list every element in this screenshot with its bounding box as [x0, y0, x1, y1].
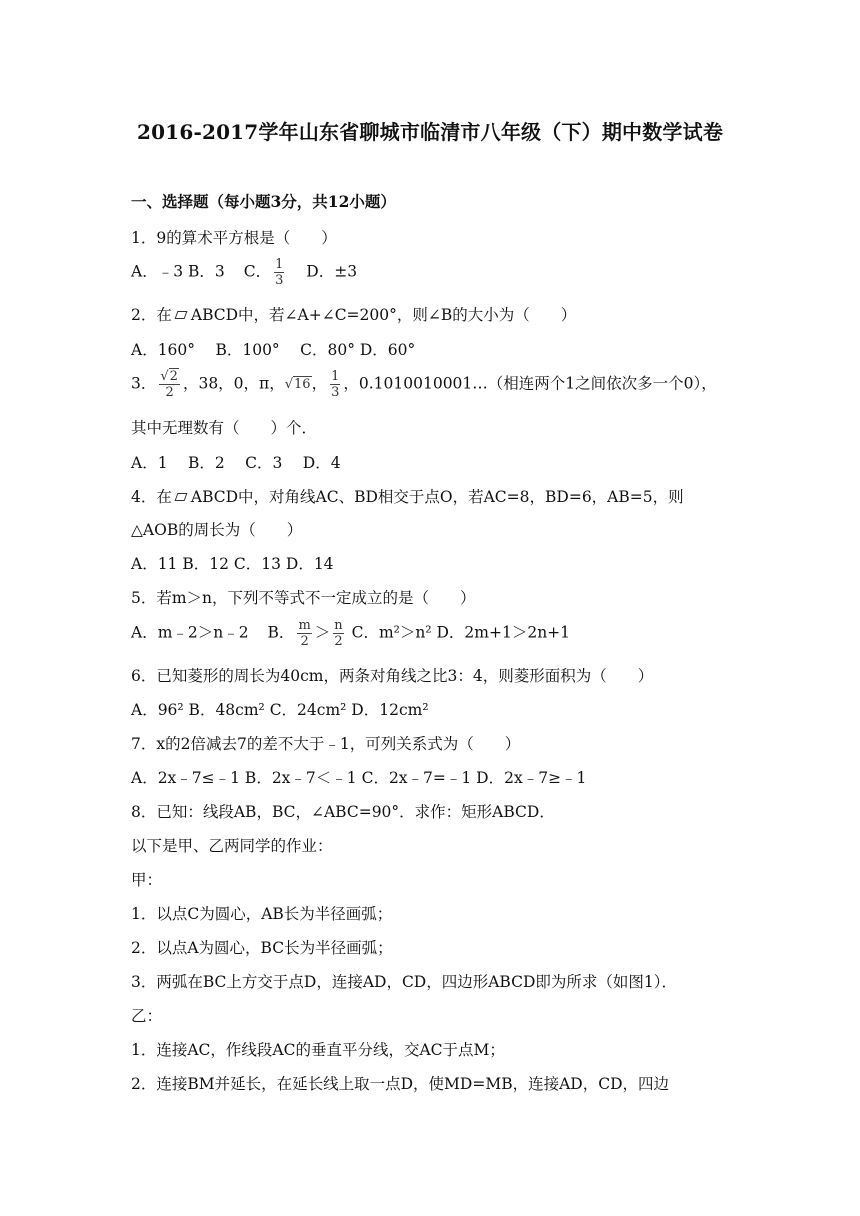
question-8-line: 2．连接BM并延长，在延长线上取一点D，使MD=MB，连接AD，CD，四边 [131, 1075, 670, 1093]
question-4-options: A．11 B．12 C．13 D．14 [131, 555, 334, 573]
question-1-options [131, 258, 357, 287]
fraction: $\frac{1}{3}$ [331, 369, 340, 400]
question-8-stem: 8．已知：线段AB，BC，∠ABC=90°．求作：矩形ABCD． [131, 803, 555, 821]
question-1-stem: 1．9的算术平方根是（ ） [131, 229, 337, 247]
section-heading: 一、选择题（每小题3分，共12小题） [131, 192, 396, 211]
question-8-line: 以下是甲、乙两同学的作业： [131, 837, 333, 855]
question-4-stem: 4．在 ABCD中，对角线AC、BD相交于点O，若AC=8，BD=6，AB=5，则 [131, 488, 684, 506]
question-7-options: A．2x﹣7≤﹣1 B．2x﹣7＜﹣1 C．2x﹣7=﹣1 D．2x﹣7≥﹣1 [131, 769, 587, 787]
question-3-options: A．1 B．2 C．3 D．4 [131, 454, 341, 472]
question-4-line2: △AOB的周长为（ ） [131, 521, 303, 539]
question-8-line: 3．两弧在BC上方交于点D，连接AD，CD，四边形ABCD即为所求（如图1）． [131, 973, 678, 991]
q1-option-c: C． [243, 262, 272, 281]
question-2-options: A．160° B．100° C．80° D．60° [131, 341, 416, 359]
sqrt-expression: √16 [284, 377, 311, 392]
q5-option-d: D．2m+1＞2n+1 [436, 623, 571, 642]
question-8-line: 1．以点C为圆心，AB长为半径画弧； [131, 905, 393, 923]
question-3-stem: 3． $\frac{√2}{2}$ ，38，0，π，√16， $\frac{1}{3}$ ，0.1010010001…（相连两个1之间依次多一个0）， [131, 369, 717, 400]
question-7-stem: 7．x的2倍减去7的差不大于﹣1，可列关系式为（ ） [131, 735, 521, 753]
question-5-stem: 5．若m＞n，下列不等式不一定成立的是（ ） [131, 589, 476, 607]
q1-option-d: D．±3 [306, 262, 358, 281]
parallelogram-icon [174, 311, 187, 319]
question-6-options: A．96² B．48cm² C．24cm² D．12cm² [131, 701, 429, 719]
question-8-line: 2．以点A为圆心，BC长为半径画弧； [131, 939, 393, 957]
q5-option-c: C．m²＞n² [351, 623, 432, 642]
q1-option-b: B．3 [188, 262, 225, 281]
q1-option-a: A．﹣3 [131, 262, 184, 281]
q5-option-b: B． [267, 623, 295, 642]
fraction: $\frac{m}{2}$ [298, 618, 311, 649]
parallelogram-icon [174, 493, 187, 501]
fraction: $\frac{1}{3}$ [275, 257, 284, 288]
question-6-stem: 6．已知菱形的周长为40cm，两条对角线之比3：4，则菱形面积为（ ） [131, 667, 654, 685]
q5-option-a: A．m﹣2＞n﹣2 [131, 623, 249, 642]
fraction-sqrt: $\frac{√2}{2}$ [160, 369, 178, 400]
fraction: $\frac{n}{2}$ [334, 618, 343, 649]
question-8-line: 甲： [131, 871, 163, 889]
question-8-line: 1．连接AC，作线段AC的垂直平分线，交AC于点M； [131, 1041, 505, 1059]
question-2-stem: 2．在 ABCD中，若∠A+∠C=200°，则∠B的大小为（ ） [131, 306, 577, 324]
question-3-line2: 其中无理数有（ ）个． [131, 419, 318, 437]
question-5-options: A．m﹣2＞n﹣2 B． $\frac{m}{2}$ ＞ $\frac{n}{2}$ C．m²＞n² D．2m+1＞2n+1 [131, 618, 571, 649]
page-title: 2016-2017学年山东省聊城市临清市八年级（下）期中数学试卷 [136, 120, 724, 144]
question-8-line: 乙： [131, 1007, 163, 1025]
